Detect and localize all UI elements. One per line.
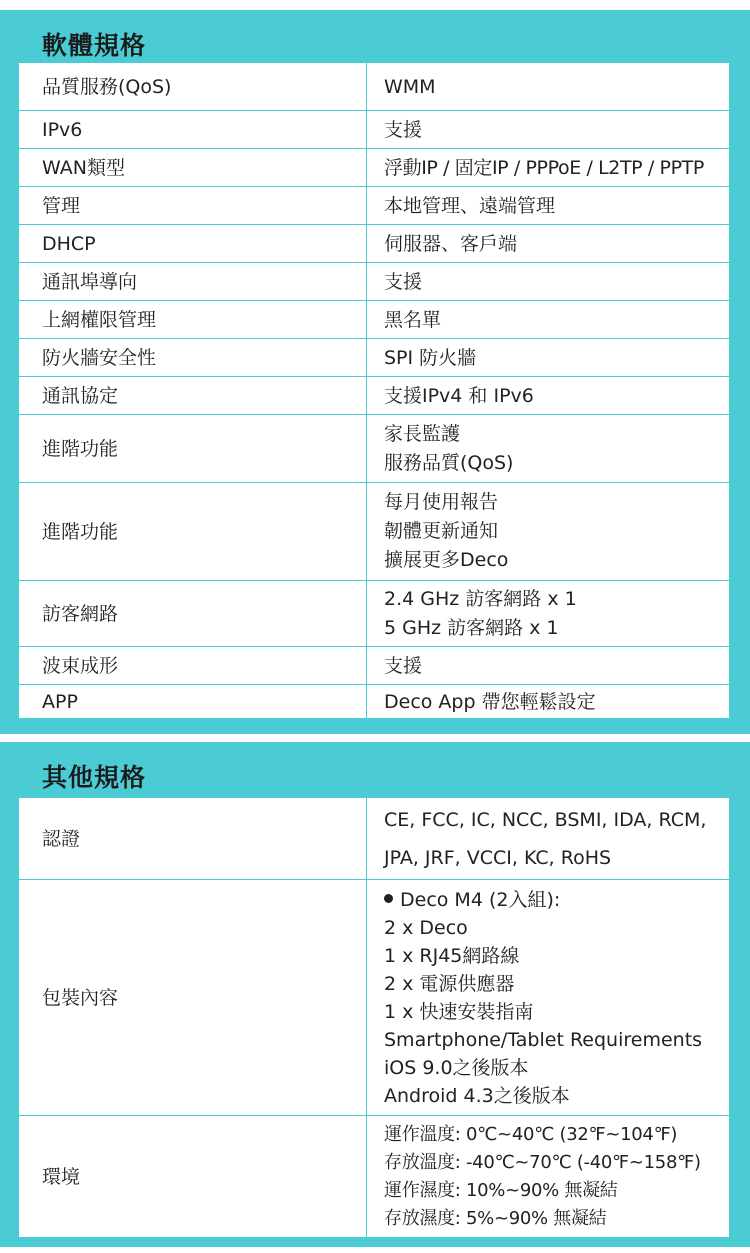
table-row	[19, 301, 730, 339]
spec-value-line: 擴展更多Deco	[384, 549, 509, 571]
table-row	[19, 149, 730, 187]
spec-value	[367, 880, 730, 1116]
spec-value-line: 運作溫度: 0℃~40℃ (32℉~104℉)	[384, 1123, 678, 1145]
spec-value-line: 家長監護	[384, 422, 461, 445]
other-spec-title: 其他規格	[42, 763, 147, 792]
spec-value: 本地管理、遠端管理	[367, 187, 730, 225]
spec-value-line: 韌體更新通知	[384, 520, 499, 542]
spec-value-line	[384, 886, 729, 914]
spec-value-line: CE, FCC, IC, NCC, BSMI, IDA, RCM,	[384, 808, 707, 831]
bullet-icon	[384, 894, 393, 903]
spec-value: 支援	[367, 263, 730, 301]
spec-label: 上網權限管理	[19, 301, 367, 339]
spec-label: 波束成形	[19, 647, 367, 685]
table-row	[19, 63, 730, 111]
spec-label: 通訊協定	[19, 377, 367, 415]
spec-label: 進階功能	[19, 483, 367, 581]
table-row	[19, 187, 730, 225]
spec-label: APP	[19, 685, 367, 719]
table-row	[19, 225, 730, 263]
spec-value	[367, 415, 730, 483]
spec-label: 認證	[19, 798, 367, 880]
spec-value-line: JPA, JRF, VCCI, KC, RoHS	[384, 846, 612, 869]
table-row	[19, 263, 730, 301]
spec-value-line: 存放濕度: 5%~90% 無凝結	[384, 1207, 607, 1229]
spec-value: 伺服器、客戶端	[367, 225, 730, 263]
spec-value: WMM	[367, 63, 730, 111]
spec-value-line: 5 GHz 訪客網路 x 1	[384, 616, 559, 639]
spec-value: 支援	[367, 111, 730, 149]
software-spec-table	[18, 62, 730, 719]
spec-label: 進階功能	[19, 415, 367, 483]
spec-value-line: 運作濕度: 10%~90% 無凝結	[384, 1179, 618, 1201]
spec-label: WAN類型	[19, 149, 367, 187]
spec-value: 支援	[367, 647, 730, 685]
spec-value-line: 每月使用報告	[384, 491, 499, 513]
spec-value-text: Deco M4 (2入組):	[400, 888, 561, 911]
other-spec-panel	[0, 742, 750, 1247]
table-row	[19, 483, 730, 581]
spec-value	[367, 483, 730, 581]
spec-value-line: 2.4 GHz 訪客網路 x 1	[384, 587, 577, 610]
spec-label: 品質服務(QoS)	[19, 63, 367, 111]
table-row	[19, 111, 730, 149]
spec-value-line: 1 x 快速安裝指南	[384, 1000, 534, 1023]
table-row	[19, 377, 730, 415]
table-row	[19, 415, 730, 483]
spec-label: DHCP	[19, 225, 367, 263]
spec-value-line: 存放溫度: -40℃~70℃ (-40℉~158℉)	[384, 1151, 701, 1173]
spec-label: 環境	[19, 1116, 367, 1238]
spec-label: IPv6	[19, 111, 367, 149]
spec-value-line: 服務品質(QoS)	[384, 451, 514, 474]
table-row	[19, 1116, 730, 1238]
spec-value	[367, 581, 730, 647]
spec-value: 浮動IP / 固定IP / PPPoE / L2TP / PPTP	[367, 149, 730, 187]
table-row	[19, 647, 730, 685]
software-spec-panel	[0, 10, 750, 734]
spec-label: 訪客網路	[19, 581, 367, 647]
spec-value: 黑名單	[367, 301, 730, 339]
table-row	[19, 798, 730, 880]
spec-value-line: iOS 9.0之後版本	[384, 1056, 529, 1079]
spec-value	[367, 1116, 730, 1238]
spec-value: 支援IPv4 和 IPv6	[367, 377, 730, 415]
spec-value-line: 2 x 電源供應器	[384, 972, 515, 995]
spec-value: Deco App 帶您輕鬆設定	[367, 685, 730, 719]
software-spec-title: 軟體規格	[42, 31, 147, 60]
table-row	[19, 581, 730, 647]
table-row	[19, 339, 730, 377]
spec-value-line: 1 x RJ45網路線	[384, 944, 520, 967]
other-spec-table	[18, 797, 730, 1238]
spec-value-line: Android 4.3之後版本	[384, 1084, 570, 1107]
spec-label: 通訊埠導向	[19, 263, 367, 301]
spec-value: SPI 防火牆	[367, 339, 730, 377]
spec-value-line: 2 x Deco	[384, 916, 468, 939]
table-row	[19, 880, 730, 1116]
spec-label: 包裝內容	[19, 880, 367, 1116]
spec-value	[367, 798, 730, 880]
spec-label: 防火牆安全性	[19, 339, 367, 377]
table-row	[19, 685, 730, 719]
spec-value-line: Smartphone/Tablet Requirements	[384, 1028, 703, 1051]
spec-label: 管理	[19, 187, 367, 225]
